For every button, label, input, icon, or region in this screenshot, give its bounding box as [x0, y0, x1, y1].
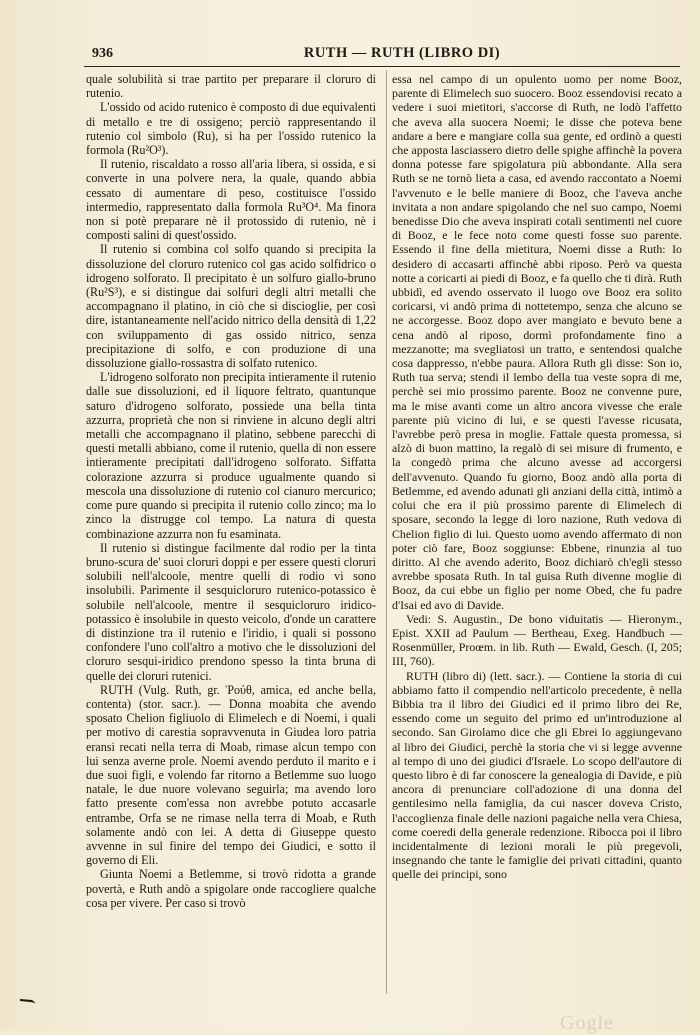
paragraph: Vedi: S. Augustin., De bono viduitatis — Hieronym., Epist. XXII ad Paulum — Bertheau, Exeg. Handbuch — Rosenmüller, Proœm. in lib. Ruth — Ewald, Gesch. (I, 205; III, 760).	[392, 611, 682, 669]
page-header	[84, 44, 680, 66]
paragraph: RUTH (Vulg. Ruth, gr. Ῥούθ, amica, ed anche bella, contenta) (stor. sacr.). — Donna moabita che avendo sposato Chelion figliuolo di Elimelech e di Noemi, i quali per motivo di carestia sopravvenuta in Giudea loro patria eransi recati nella terra di Moab, rimase alcun tempo con lui senza averne prole. Noemi avendo perduto il marito e i due suoi figli, e volendo far ritorno a Betlemme suo luogo natale, le due nuore volevano seguirla; ma avendo loro fatto presente com'essa non avrebbe potuto accasarle entrambe, Orfa se ne rimase nella terra di Moab, e Ruth solamente andò con lei. A detta di Giuseppe questo avvenne in sul finire del tempo dei Giudici, e sotto il governo di Eli.	[86, 682, 376, 868]
running-title: RUTH — RUTH (LIBRO DI)	[303, 45, 501, 61]
left-column	[86, 72, 376, 910]
paragraph: Il rutenio, riscaldato a rosso all'aria libera, si ossida, e si converte in una polvere nera, la quale, quando abbia cessato di aumentare di peso, costituisce l'ossido intermedio, rappresentato dalla formola Ru³O⁴. Ma finora non si potè preparare nè il protossido di rutenio, nè i composti salini di quest'ossido.	[86, 157, 376, 243]
paragraph: Giunta Noemi a Betlemme, si trovò ridotta a grande povertà, e Ruth andò a spigolare onde raccogliere qualche cosa per vivere. Per caso si trovò	[86, 867, 376, 910]
paragraph: Il rutenio si distingue facilmente dal rodio per la tinta bruno-scura de' suoi cloruri doppi e per essere questi cloruri solubili nell'alcoole, mentre quelli di rodio vi sono insolubili. Parimente il sesquicloruro rutenico-potassico è solubile nell'alcoole, mentre il sesquicloruro iridico-potassico è insolubile in questo veicolo, d'onde un carattere di distinzione tra il rutenio e l'iridio, i quali si possono confondere l'uno coll'altro a motivo che le dissoluzioni del cloruro sesqui-iridico prendono spesso la tinta bruna di quelle dei cloruri rutenici.	[86, 540, 376, 683]
paragraph: L'ossido od acido rutenico è composto di due equivalenti di metallo e tre di ossigeno; perciò rappresentando il rutenio col simbolo (Ru), si ha per l'ossido rutenico la formola (Ru²O³).	[86, 100, 376, 158]
paragraph: L'idrogeno solforato non precipita intieramente il rutenio dalle sue dissoluzioni, ed il liquore feltrato, quantunque saturo d'idrogeno solforato, possiede una bella tinta azzurra, proprietà che non si rinviene in alcuno degli altri metalli che accompagnano il platino, sebbene parecchi di questi metalli abbiano, come il rutenio, quella di non essere intieramente precipitati dall'idrogeno solforato. Siffatta colorazione azzurra si produce ugualmente quando si mescola una dissoluzione di rutenio col cianuro mercurico; come pure quando si precipita il rutenio collo zinco; ma lo zinco la distrugge col tempo. La natura di questa combinazione azzurra non fu esaminata.	[86, 370, 376, 541]
header-rule	[84, 66, 680, 67]
page-number: 936	[92, 46, 113, 61]
paragraph: Il rutenio si combina col solfo quando si precipita la dissoluzione del cloruro rutenico col gas acido solfidrico o idrogeno solforato. Il precipitato è un solfuro giallo-bruno (Ru²S³), e si distingue dai solfuri degli altri metalli che accompagnano il platino, in ciò che si discioglie, per così dire, istantaneamente nell'acido nitrico della densità di 1,22 con sviluppamento di gas ossido nitrico, senza precipitazione di solfo, e con produzione di una dissoluzione giallo-rossastra di solfato rutenico.	[86, 242, 376, 371]
margin-mark	[20, 998, 36, 1004]
column-divider	[386, 70, 387, 994]
watermark-text: Gogle	[560, 1012, 614, 1034]
paragraph: RUTH (libro di) (lett. sacr.). — Contiene la storia di cui abbiamo fatto il compendio nell'articolo precedente, è nella Bibbia tra il libro dei Giudici ed il primo libro dei Re, essendo come un seguito del primo ed un'introduzione al secondo. San Girolamo dice che gli Ebrei lo aggiungevano al libro dei Giudici, perchè la storia che vi si legge avvenne al tempo di uno dei giudici d'Israele. Lo scopo dell'autore di questo libro è di far conoscere la genealogia di Davide, e più ancora di prenunciare coll'adozione di una donna del gentilesimo nella famiglia, da cui nascer doveva Cristo, l'accoglienza finale delle nazioni pagaiche nella vera Chiesa, come coeredi della generale redenzione. Ribocca poi il libro incidentalmente di lezioni morali le più pregevoli, insegnando che tante le famiglie dei privati cittadini, quanto quelle dei principi, sono	[392, 668, 682, 882]
paragraph: quale solubilità si trae partito per preparare il cloruro di rutenio.	[86, 72, 376, 101]
paragraph: essa nel campo di un opulento uomo per nome Booz, parente di Elimelech suo suocero. Booz essendovisi recato a vedere i suoi mietitori, s'accorse di Ruth, ne lodò l'affetto che aveva alla suocera Noemi; le disse che poteva bene andare a bere e mangiare colla sua gente, ed ordinò a questi che apposta lasciassero dietro delle spighe affinchè la povera donna potesse fare spigolatura più abbondante. Alla sera Ruth se ne tornò lieta a casa, ed avendo raccontato a Noemi l'avvenuto e le belle maniere di Booz, che l'aveva anche invitata a non andare spigolando che nel suo campo, Noemi benedisse Dio che aveva inspirati cotali sentimenti nel cuore di Booz, e le fece noto come questi fosse suo parente. Essendo il fine della mietitura, Noemi disse a Ruth: Io desidero di accasarti affinchè abbi riposo. Però va questa notte a coricarti ai piedi di Booz, e fa quello che ti dirà. Ruth ubbidì, ed avendo osservato il luogo ove Booz era solito coricarsi, vi andò prima di nottetempo, senza che alcuno se ne accorgesse. Booz dopo aver mangiato e bevuto bene a cena andò al riposo, dormì profondamente fino a mezzanotte; ma svegliatosi un tratto, e sentendosi qualche cosa dappresso, n'ebbe paura. Allora Ruth gli disse: Son io, Ruth tua serva; stendi il lembo della tua veste sopra di me, perchè sei mio prossimo parente. Booz ne convenne pure, ma le mise avanti come un altro ancora vivesse che erale parente più vicino di lui, e se questi l'avesse ricusata, l'avrebbe però presa in moglie. Fattale questa promessa, si alzò di buon mattino, la regalò di sei misure di frumento, e la congedò prima che alcuno avesse ad accorgersi dell'avvenuto. Quando fu giorno, Booz andò alla porta di Betlemme, ed avendo adunati gli anziani della città, intimò a colui che era il più prossimo parente di Elimelech di sposare, secondo la legge di loro nazione, Ruth vedova di Chelion figlio di lui. Questo uomo avendo affermato di non poter ciò fare, Booz soggiunse: Ebbene, rinunzia al tuo diritto. Al che avendo aderito, Booz dichiarò ch'egli stesso avrebbe sposata Ruth. In tal guisa Ruth divenne moglie di Booz, da cui ebbe un figlio per nome Obed, che fu padre d'Isai ed avo di Davide.	[392, 72, 682, 612]
right-column	[392, 72, 682, 882]
